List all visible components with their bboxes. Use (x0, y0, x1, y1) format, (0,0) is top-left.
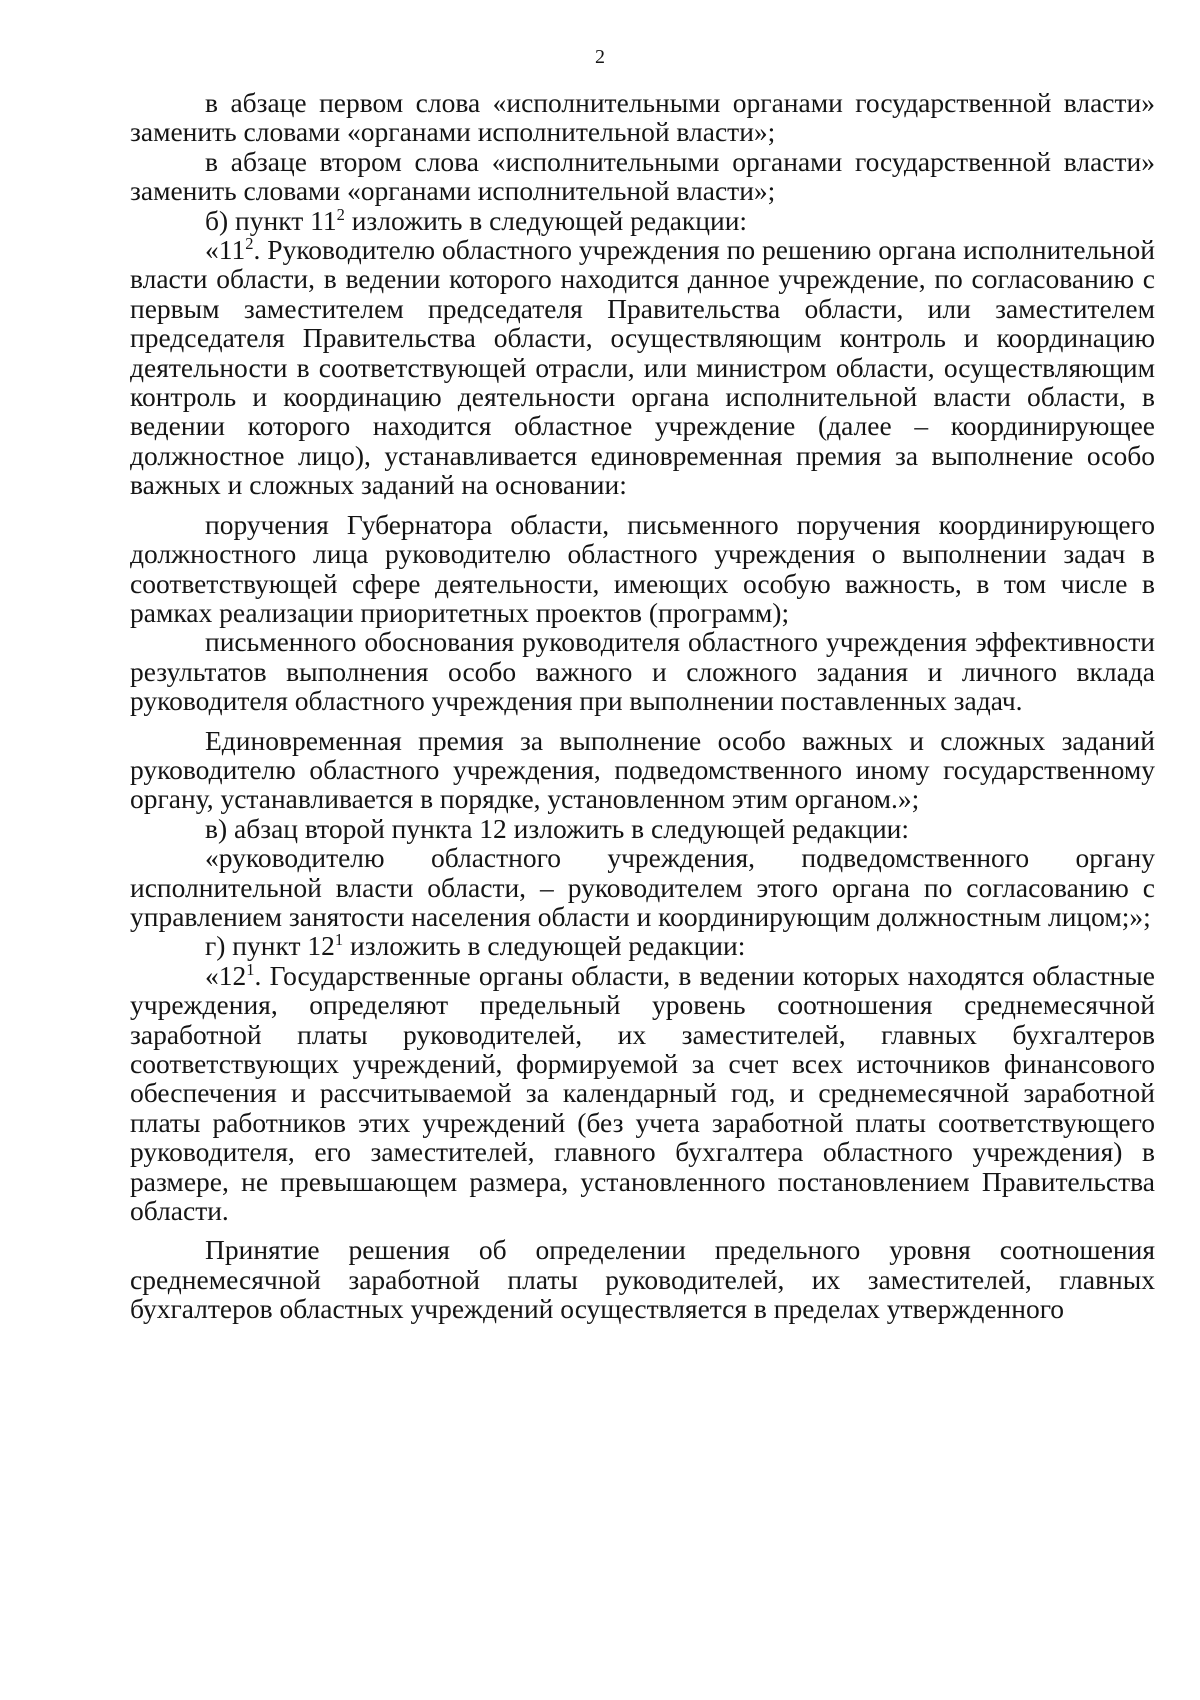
document-body (130, 88, 1155, 1324)
page-number: 2 (595, 46, 605, 68)
paragraph-1: в абзаце первом слова «исполнительными органами государственной власти» заменить словами «органами исполнительной власти»; (130, 87, 1155, 148)
paragraph-6: письменного обоснования руководителя областного учреждения эффективности результатов выполнения особо важного и сложного задания и личного вклада руководителя областного учреждения при выполнении поставленных задач. (130, 626, 1155, 717)
paragraph-12: Принятие решения об определении предельного уровня соотношения среднемесячной заработной платы руководителей, их заместителей, главных бухгалтеров областных учреждений осуществляется в пределах утвержденного (130, 1234, 1155, 1325)
paragraph-5: поручения Губернатора области, письменного поручения координирующего должностного лица руководителю областного учреждения о выполнении задач в соответствующей сфере деятельности, имеющих особую важность, в том числе в рамках реализации приоритетных проектов (программ); (130, 508, 1155, 628)
paragraph-9: «руководителю областного учреждения, подведомственного органу исполнительной власти области, – руководителем этого органа по согласованию с управлением занятости населения области и координирующим должностным лицом;»; (130, 842, 1155, 932)
paragraph-7: Единовременная премия за выполнение особо важных и сложных заданий руководителю областного учреждения, подведомственного иному государственному органу, устанавливается в порядке, установленном этим органом.»; (130, 724, 1155, 815)
paragraph-11: «$12^1$. Государственные органы области, в ведении которых находятся областные учреждения, определяют предельный уровень соотношения среднемесячной заработной платы руководителей, их заместителей, главных бухгалтеров соответствующих учреждений, формируемой за счет всех источников финансового обеспечения и рассчитываемой за календарный год, и среднемесячной заработной платы работников этих учреждений (без учета заработной платы соответствующего руководителя, его заместителей, главного бухгалтера областного учреждения) в размере, не превышающем размера, установленного постановлением Правительства области. (130, 959, 1155, 1227)
paragraph-10: г) пункт $12^1$ изложить в следующей редакции: (205, 930, 746, 962)
paragraph-3: б) пункт $11^2$ изложить в следующей редакции: (205, 204, 748, 236)
paragraph-8: в) абзац второй пункта 12 изложить в следующей редакции: (205, 812, 910, 844)
paragraph-2: в абзаце втором слова «исполнительными органами государственной власти» заменить словами «органами исполнительной власти»; (130, 145, 1155, 207)
paragraph-4: «$11^2$. Руководителю областного учреждения по решению органа исполнительной власти области, в ведении которого находится данное учреждение, по согласованию с первым заместителем председателя Правительства области, или заместителем председателя Правительства области, осуществляющим контроль и координацию деятельности в соответствующей отрасли, или министром области, осуществляющим контроль и координацию деятельности органа исполнительной власти области, в ведении которого находится областное учреждение (далее – координирующее должностное лицо), устанавливается единовременная премия за выполнение особо важных и сложных заданий на основании: (130, 233, 1155, 501)
